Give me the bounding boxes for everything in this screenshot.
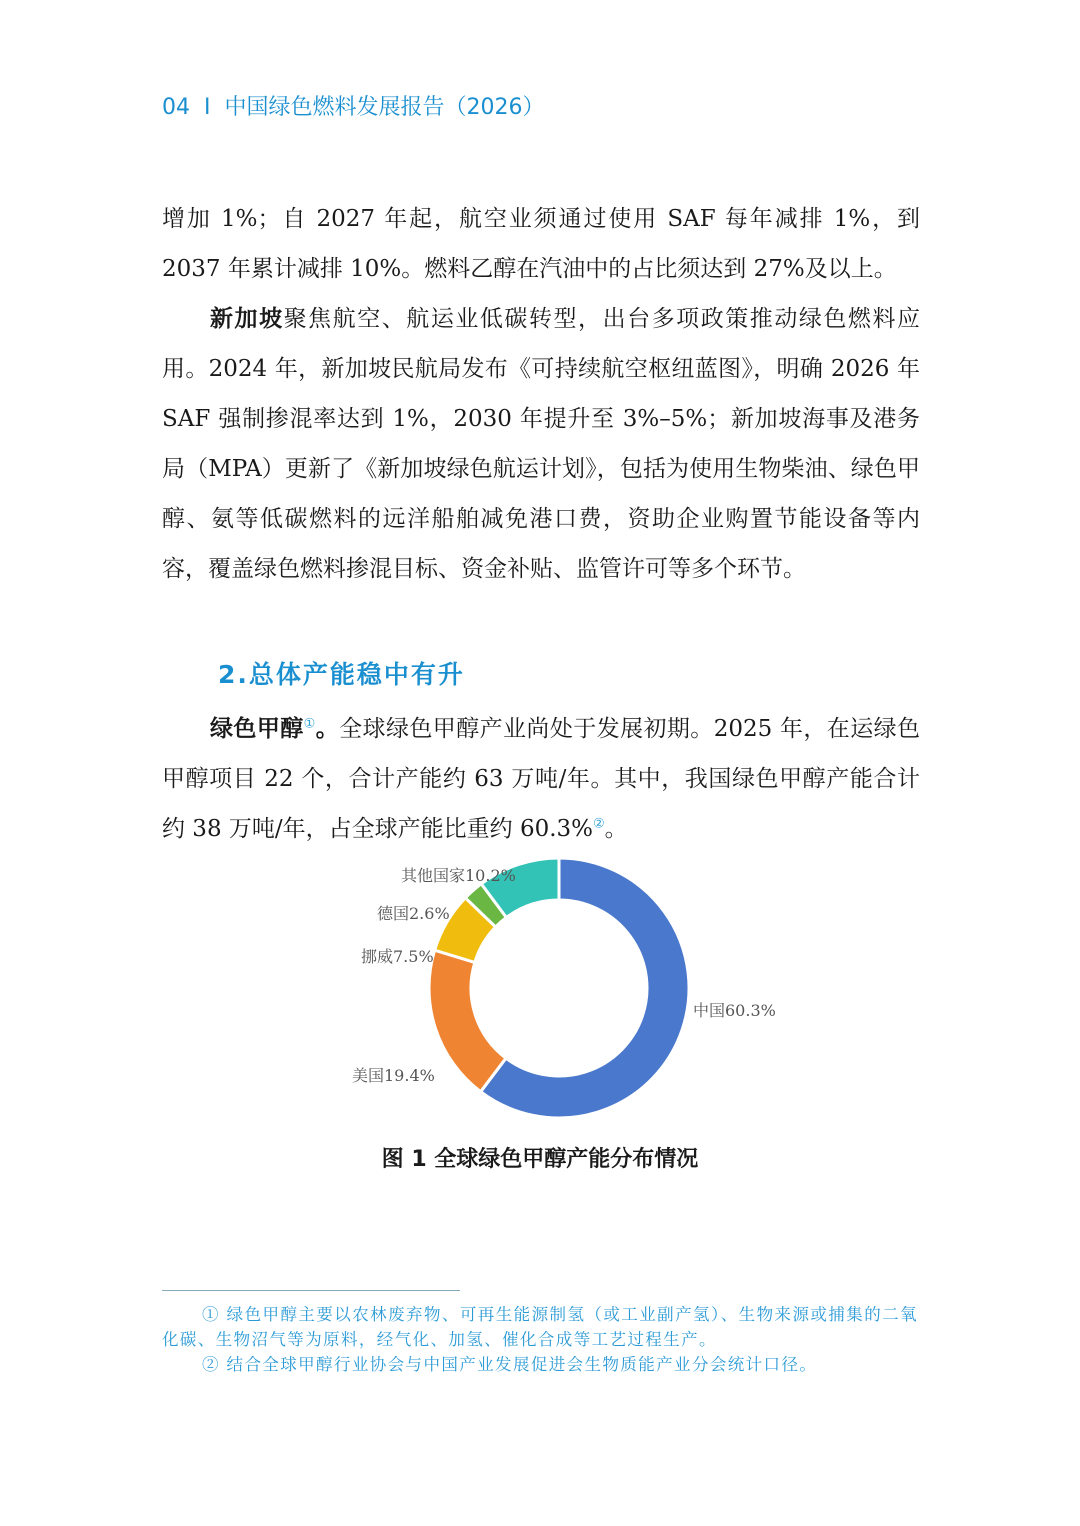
paragraph-continued: 增加 1%；自 2027 年起，航空业须通过使用 SAF 每年减排 1%，到 2037 年累计减排 10%。燃料乙醇在汽油中的占比须达到 27%及以上。 bbox=[162, 206, 920, 282]
running-header bbox=[162, 90, 545, 126]
header-separator: I bbox=[204, 95, 211, 120]
singapore-lead: 新加坡 bbox=[210, 306, 284, 332]
footnotes bbox=[162, 1302, 918, 1377]
body-lower bbox=[162, 704, 920, 854]
label-others: 其他国家10.2% bbox=[401, 866, 516, 885]
paragraph-green-methanol bbox=[162, 704, 920, 854]
methanol-text: 全球绿色甲醇产业尚处于发展初期。2025 年，在运绿色甲醇项目 22 个，合计产能约 63 万吨/年。其中，我国绿色甲醇产能合计约 38 万吨/年，占全球产能比重约 60.3% bbox=[162, 716, 921, 842]
footnote-ref-1[interactable]: ① bbox=[303, 716, 316, 732]
footnote-ref-2[interactable]: ② bbox=[593, 816, 605, 832]
body-upper bbox=[162, 194, 920, 594]
label-germany: 德国2.6% bbox=[377, 904, 450, 923]
footnote-1: ① 绿色甲醇主要以农林废弃物、可再生能源制氢（或工业副产氢）、生物来源或捕集的二氧化碳、生物沼气等为原料，经气化、加氢、催化合成等工艺过程生产。 bbox=[162, 1305, 918, 1349]
methanol-lead-punct: 。 bbox=[315, 716, 340, 742]
singapore-text: 聚焦航空、航运业低碳转型，出台多项政策推动绿色燃料应用。2024 年，新加坡民航局发布《可持续航空枢纽蓝图》，明确 2026 年 SAF 强制掺混率达到 1%，2030 年提升至 3%–5%；新加坡海事及港务局（MPA）更新了《新加坡绿色航运计划》，包括为使用生物柴油、绿色甲醇、氨等低碳燃料的远洋船舶减免港口费，资助企业购置节能设备等内容，覆盖绿色燃料掺混目标、资金补贴、监管许可等多个环节。 bbox=[162, 306, 921, 582]
paragraph-singapore bbox=[162, 294, 920, 594]
figure-caption: 图 1 全球绿色甲醇产能分布情况 bbox=[381, 1147, 699, 1172]
report-title: 中国绿色燃料发展报告（2026） bbox=[224, 95, 545, 120]
footnote-rule bbox=[162, 1290, 460, 1291]
label-usa: 美国19.4% bbox=[352, 1066, 435, 1085]
methanol-end: 。 bbox=[604, 816, 628, 842]
section-heading: 2.总体产能稳中有升 bbox=[218, 660, 465, 689]
label-norway: 挪威7.5% bbox=[361, 947, 434, 966]
methanol-lead: 绿色甲醇 bbox=[210, 716, 304, 742]
slice-usa bbox=[429, 950, 506, 1092]
page-number: 04 bbox=[162, 95, 190, 120]
footnote-2: ② 结合全球甲醇行业协会与中国产业发展促进会生物质能产业分会统计口径。 bbox=[202, 1355, 818, 1374]
capacity-donut-chart bbox=[340, 855, 800, 1140]
label-china: 中国60.3% bbox=[693, 1001, 776, 1020]
